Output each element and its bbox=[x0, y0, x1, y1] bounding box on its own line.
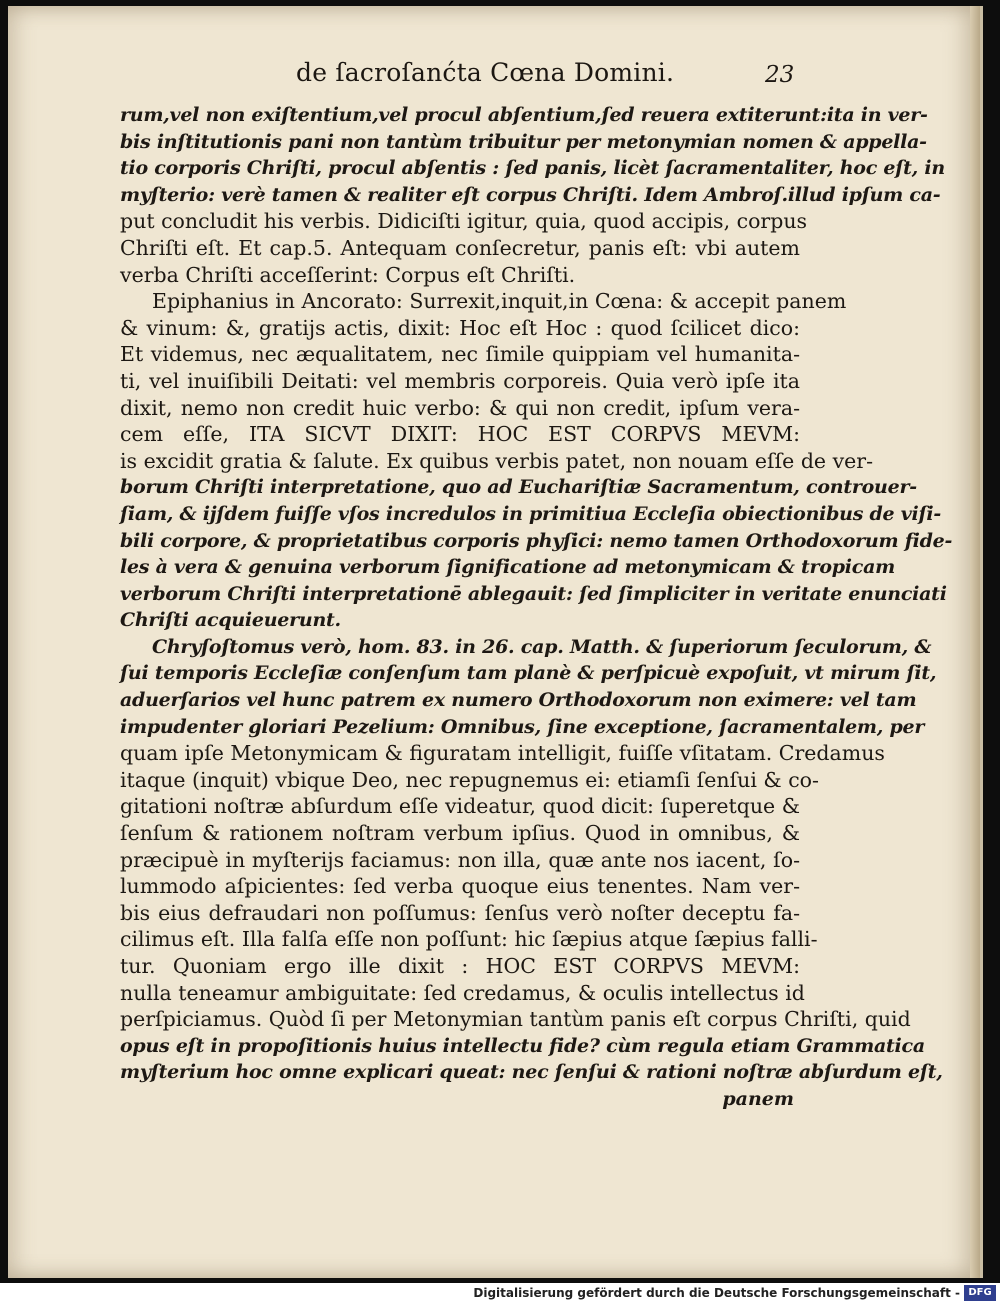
funding-credit: Digitalisierung gefördert durch die Deutsche Forschungsgemeinschaft - bbox=[473, 1286, 960, 1300]
text-line: Chriſti eſt. Et cap.5. Antequam conſecretur, panis eſt: vbi autem bbox=[120, 235, 800, 260]
text-line: ti, vel inuiſibili Deitati: vel membris corporeis. Quia verò ipſe ita bbox=[120, 368, 800, 393]
text-line: panem bbox=[722, 1087, 794, 1110]
body-text bbox=[120, 102, 953, 1113]
text-line: & vinum: &, gratijs actis, dixit: Hoc eſt Hoc : quod ſcilicet dico: bbox=[120, 315, 800, 340]
text-line: dixit, nemo non credit huic verbo: & qui non credit, ipſum vera- bbox=[120, 395, 800, 420]
text-line: quam ipſe Metonymicam & figuratam intelligit, fuiſſe vſitatam. Credamus bbox=[120, 741, 885, 766]
book-page bbox=[8, 6, 983, 1278]
text-line: verborum Chriſti interpretationē ablegauit: ſed ſimpliciter in veritate enunciati bbox=[120, 582, 947, 605]
running-title: de ſacroſanćta Cœna Domini. bbox=[296, 58, 675, 87]
text-line: opus eſt in propoſitionis huius intellectu fide? cùm regula etiam Grammatica bbox=[120, 1034, 925, 1057]
text-line: itaque (inquit) vbique Deo, nec repugnemus ei: etiamſi ſenſui & co- bbox=[120, 767, 819, 792]
running-head bbox=[8, 56, 980, 96]
text-line: cem eſſe, ITA SICVT DIXIT: HOC EST CORPVS MEVM: bbox=[120, 422, 800, 447]
text-line: bis inſtitutionis pani non tantùm tribuitur per metonymian nomen & appella- bbox=[120, 130, 927, 153]
text-line: impudenter gloriari Pezelium: Omnibus, ſine exceptione, ſacramentalem, per bbox=[120, 715, 925, 738]
text-line: perſpiciamus. Quòd ſi per Metonymian tantùm panis eſt corpus Chriſti, quid bbox=[120, 1007, 911, 1032]
text-line: rum,vel non exiſtentium,vel procul abſentium,ſed reuera extiterunt:ita in ver- bbox=[120, 104, 928, 126]
text-line: verba Chriſti acceſſerint: Corpus eſt Chriſti. bbox=[120, 262, 576, 287]
text-line: tio corporis Chriſti, procul abſentis : ſed panis, licèt ſacramentaliter, hoc eſt, in bbox=[120, 157, 945, 180]
text-line: borum Chriſti interpretatione, quo ad Euchariſtiæ Sacramentum, controuer- bbox=[120, 476, 917, 499]
text-line: Epiphanius in Ancorato: Surrexit,inquit,in Cœna: & accepit panem bbox=[152, 289, 847, 314]
text-line: les à vera & genuina verborum ſignificatione ad metonymicam & tropicam bbox=[120, 556, 895, 579]
text-line: aduerſarios vel hunc patrem ex numero Orthodoxorum non eximere: vel tam bbox=[120, 689, 917, 712]
footer-bar bbox=[0, 1283, 1000, 1305]
text-line: is excidit gratia & ſalute. Ex quibus verbis patet, non nouam eſſe de ver- bbox=[120, 448, 874, 473]
page-number: 23 bbox=[765, 62, 795, 88]
text-line: nulla teneamur ambiguitate: ſed credamus, & oculis intellectus id bbox=[120, 980, 805, 1005]
text-line: præcipuè in myſterijs faciamus: non illa, quæ ante nos iacent, ſo- bbox=[120, 847, 800, 872]
text-line: myſterium hoc omne explicari queat: nec ſenſui & rationi noſtræ abſurdum eſt, bbox=[120, 1061, 943, 1084]
text-line: lummodo aſpicientes: ſed verba quoque eius tenentes. Nam ver- bbox=[120, 874, 800, 899]
text-line: ſiam, & ijſdem fuiſſe vſos incredulos in primitiua Eccleſia obiectionibus de viſi- bbox=[120, 502, 942, 525]
text-line: gitationi noſtræ abſurdum eſſe videatur, quod dicit: ſuperetque & bbox=[120, 794, 800, 819]
page-edge bbox=[970, 6, 980, 1278]
text-line: tur. Quoniam ergo ille dixit : HOC EST CORPVS MEVM: bbox=[120, 954, 800, 978]
text-line: Chryſoſtomus verò, hom. 83. in 26. cap. Matth. & ſuperiorum ſeculorum, & bbox=[152, 635, 932, 658]
text-line: bili corpore, & proprietatibus corporis phyſici: nemo tamen Orthodoxorum fide- bbox=[120, 529, 953, 552]
text-line: ſui temporis Eccleſiæ conſenſum tam planè & perſpicuè expoſuit, vt mirum ſit, bbox=[120, 662, 937, 685]
text-line: myſterio: verè tamen & realiter eſt corpus Chriſti. Idem Ambroſ.illud ipſum ca- bbox=[120, 183, 941, 206]
text-line: bis eius defraudari non poſſumus: ſenſus verò noſter deceptu fa- bbox=[120, 900, 800, 925]
text-line: put concludit his verbis. Didiciſti igitur, quia, quod accipis, corpus bbox=[120, 209, 808, 234]
text-line: Chriſti acquieuerunt. bbox=[120, 609, 341, 632]
text-line: ſenſum & rationem noſtram verbum ipſius. Quod in omnibus, & bbox=[120, 821, 800, 846]
dfg-logo: DFG bbox=[964, 1285, 996, 1301]
text-line: Et videmus, nec æqualitatem, nec ſimile quippiam vel humanita- bbox=[120, 342, 800, 367]
text-line: cilimus eſt. Illa falſa eſſe non poſſunt: hic ſæpius atque ſæpius falli- bbox=[120, 927, 818, 952]
